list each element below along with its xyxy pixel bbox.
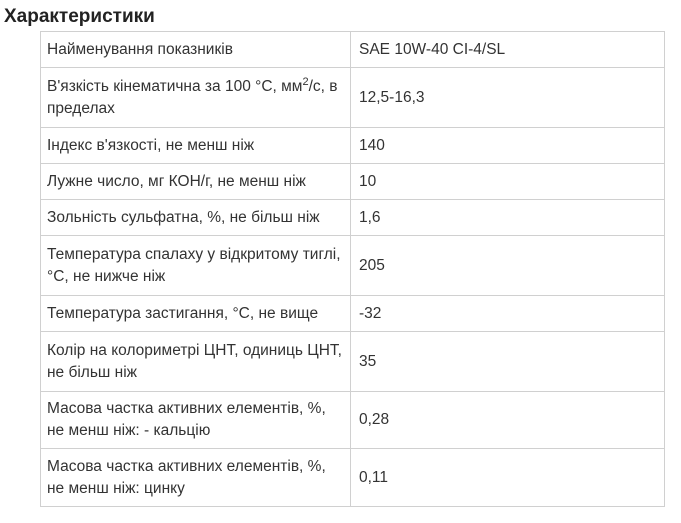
table-row: [41, 164, 665, 200]
row-label: Індекс в'язкості, не менш ніж: [41, 128, 351, 164]
row-value: 35: [351, 332, 665, 392]
row-value: 140: [351, 128, 665, 164]
row-label: Масова частка активних елементів, %, не менш ніж: - кальцію: [41, 392, 351, 449]
table-row: [41, 449, 665, 507]
table-row: [41, 32, 665, 68]
row-label: Зольність сульфатна, %, не більш ніж: [41, 200, 351, 236]
table-row: [41, 200, 665, 236]
row-label: Масова частка активних елементів, %, не менш ніж: цинку: [41, 449, 351, 507]
row-label-superscript: 2: [302, 75, 309, 88]
row-value: 10: [351, 164, 665, 200]
table-row: [41, 392, 665, 449]
table-row: [41, 236, 665, 296]
section-title: Характеристики: [4, 6, 155, 27]
row-value: 205: [351, 236, 665, 296]
specifications-table: [40, 31, 665, 507]
row-value: 12,5-16,3: [351, 68, 665, 128]
table-row: [41, 68, 665, 128]
table-row: [41, 296, 665, 332]
row-label-text: В'язкість кінематична за 100 °C, мм: [47, 77, 303, 95]
row-value: 1,6: [351, 200, 665, 236]
row-value: -32: [351, 296, 665, 332]
table-row: [41, 332, 665, 392]
row-label: Температура застигання, °C, не вище: [41, 296, 351, 332]
row-label: Лужне число, мг КОН/г, не менш ніж: [41, 164, 351, 200]
row-value: 0,11: [351, 449, 665, 507]
row-label: Найменування показників: [41, 32, 351, 68]
row-label: Температура спалаху у відкритому тиглі, °C, не нижче ніж: [41, 236, 351, 296]
table-row: [41, 128, 665, 164]
row-value: 0,28: [351, 392, 665, 449]
row-value: SAE 10W-40 CI-4/SL: [351, 32, 665, 68]
row-label-text: /с, в пределах: [47, 77, 338, 117]
row-label: [41, 68, 351, 128]
row-label: Колір на колориметрі ЦНТ, одиниць ЦНТ, не більш ніж: [41, 332, 351, 392]
